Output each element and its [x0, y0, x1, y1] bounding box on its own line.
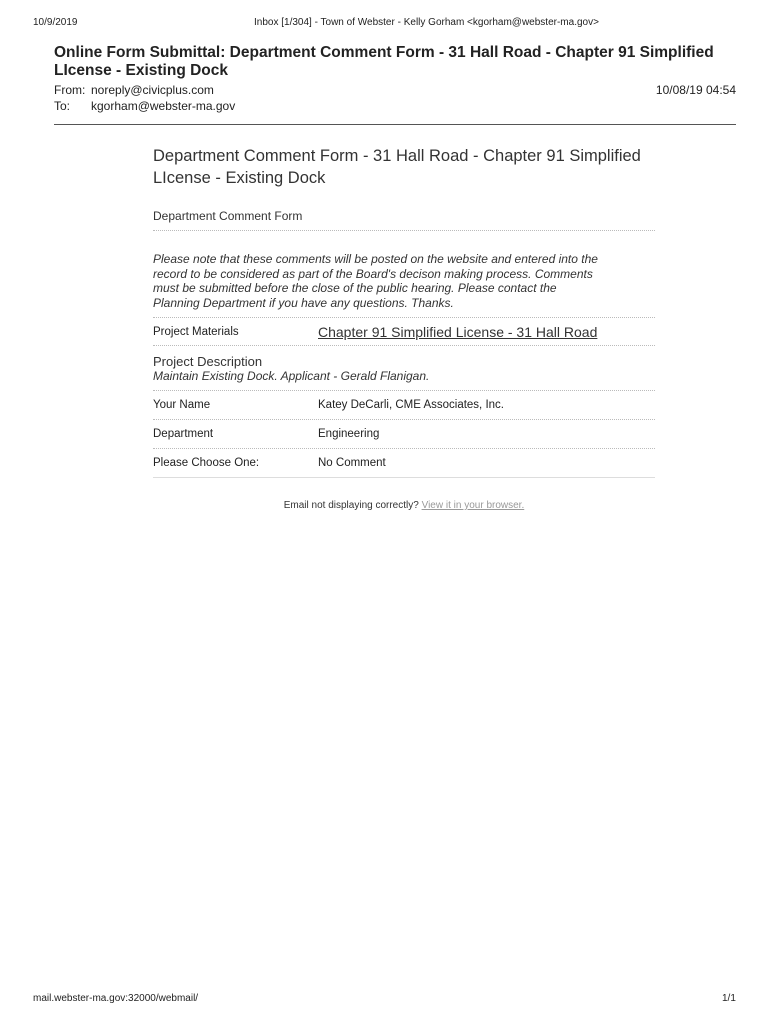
form-body [153, 145, 655, 478]
form-notice [153, 252, 655, 318]
project-description-label: Project Description [153, 354, 263, 369]
message-header [54, 44, 736, 114]
message-timestamp: 10/08/19 04:54 [655, 83, 736, 97]
field-row-department [153, 420, 655, 449]
form-title-line-1: Department Comment Form - 31 Hall Road - Chapter 91 Simplified [153, 147, 641, 165]
notice-line: Please note that these comments will be posted on the website and entered into the [153, 252, 598, 266]
field-value: No Comment [318, 457, 386, 469]
from-row [54, 82, 736, 98]
field-row-your-name [153, 391, 655, 420]
field-value: Engineering [318, 428, 380, 440]
form-subtitle: Department Comment Form [153, 209, 655, 231]
project-materials-row [153, 318, 655, 346]
project-description-row [153, 346, 655, 391]
print-date: 10/9/2019 [33, 17, 78, 28]
form-title-line-2: LIcense - Existing Dock [153, 169, 326, 187]
field-label: Please Choose One: [153, 457, 260, 469]
project-description-value: Maintain Existing Dock. Applicant - Gerald Flanigan. [153, 369, 430, 383]
print-title: Inbox [1/304] - Town of Webster - Kelly Gorham <kgorham@webster-ma.gov> [254, 17, 599, 28]
project-materials-label: Project Materials [153, 325, 239, 338]
message-subject [54, 44, 736, 80]
from-label: From: [54, 83, 86, 97]
browser-note [0, 500, 770, 511]
subject-line-1: Online Form Submittal: Department Comment Form - 31 Hall Road - Chapter 91 Simplified [54, 44, 714, 61]
to-address[interactable]: kgorham@webster-ma.gov [91, 99, 236, 113]
page-number: 1/1 [722, 993, 736, 1004]
from-address[interactable]: noreply@civicplus.com [91, 83, 214, 97]
field-row-choice [153, 449, 655, 478]
browser-note-text: Email not displaying correctly? [283, 500, 419, 511]
field-value: Katey DeCarli, CME Associates, Inc. [318, 399, 504, 411]
notice-line: Planning Department if you have any questions. Thanks. [153, 295, 454, 310]
form-title [153, 145, 655, 189]
view-in-browser-link[interactable]: View it in your browser. [421, 500, 525, 511]
field-label: Department [153, 428, 214, 440]
subject-line-2: LIcense - Existing Dock [54, 62, 228, 79]
header-divider [54, 124, 736, 125]
field-label: Your Name [153, 399, 211, 411]
notice-line: record to be considered as part of the Board's decison making process. Comments [153, 266, 593, 281]
to-label: To: [54, 99, 71, 113]
to-row [54, 98, 736, 114]
project-materials-link[interactable]: Chapter 91 Simplified License - 31 Hall Road [318, 323, 598, 340]
notice-line: must be submitted before the close of the public hearing. Please contact the [153, 281, 557, 295]
print-url: mail.webster-ma.gov:32000/webmail/ [33, 993, 199, 1004]
